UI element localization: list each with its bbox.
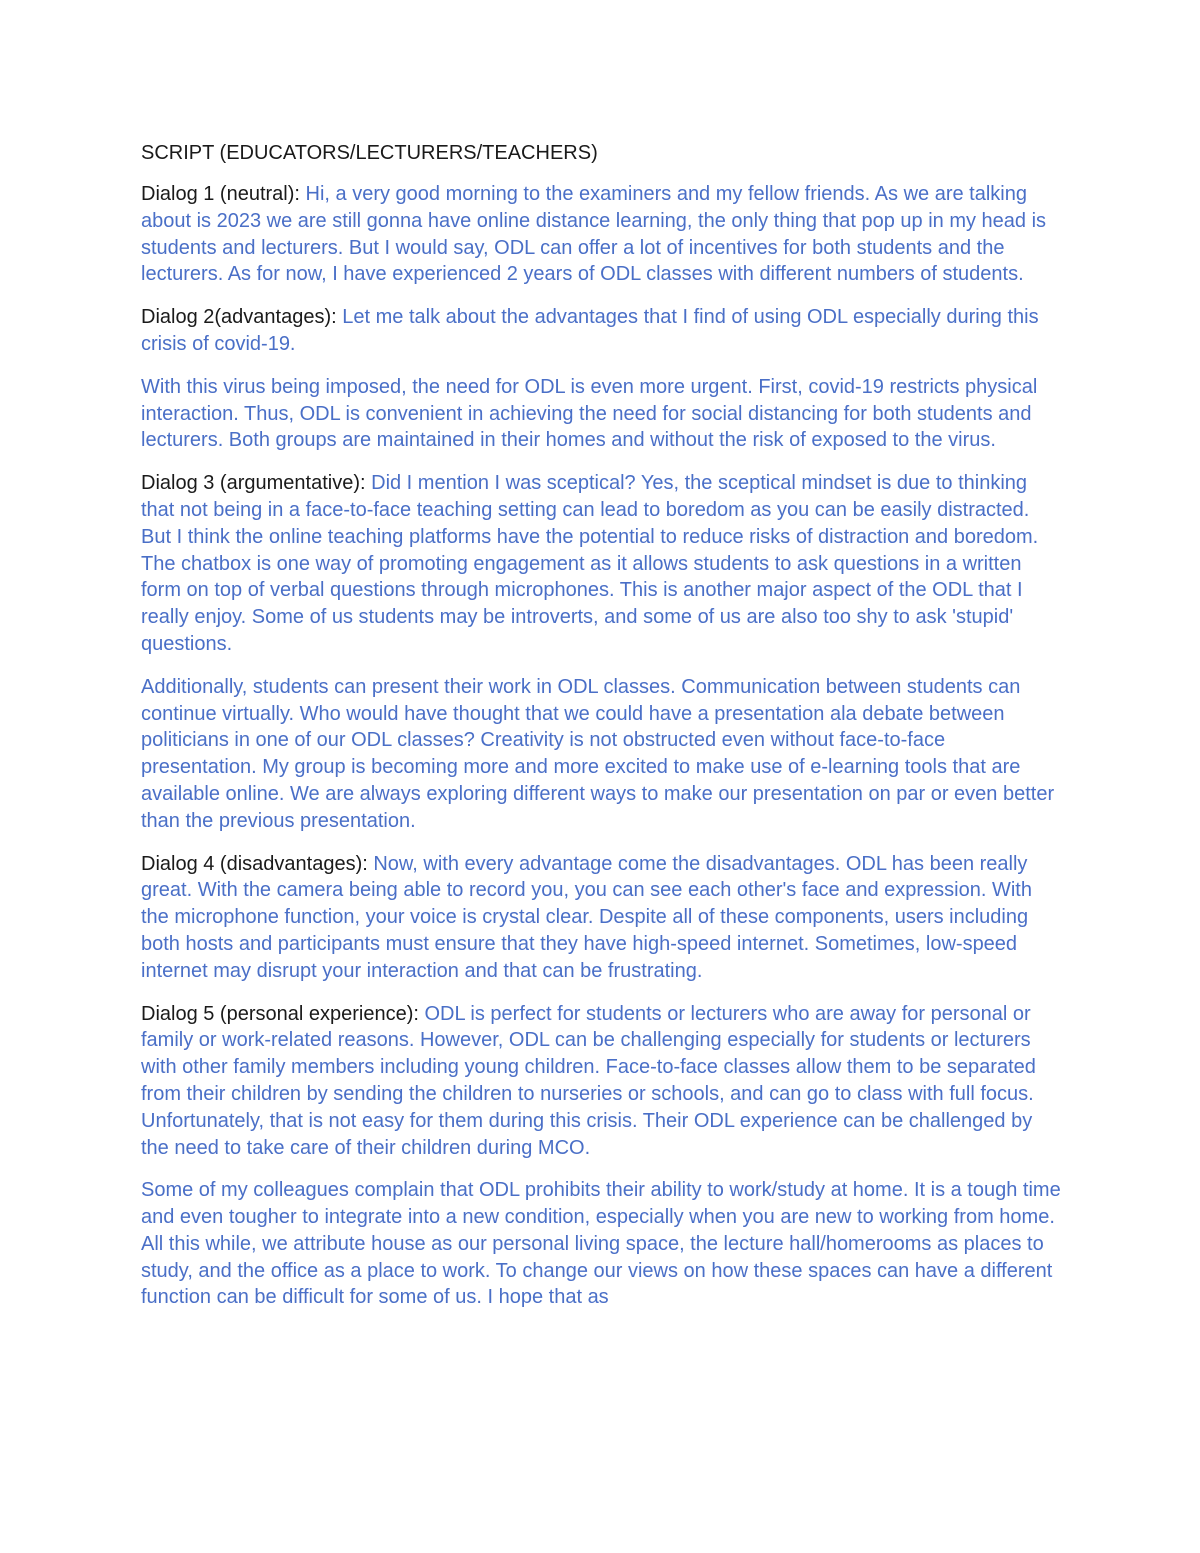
dialog-2-paragraph (141, 304, 1063, 358)
dialog-label: Dialog 4 (disadvantages): (141, 852, 368, 875)
argumentative-continued-paragraph (141, 674, 1063, 835)
document-page (141, 140, 1063, 1327)
dialog-label: Dialog 2(advantages): (141, 306, 337, 329)
personal-experience-continued-paragraph (141, 1177, 1063, 1311)
dialog-label: Dialog 1 (neutral): (141, 183, 300, 205)
advantages-continued-paragraph (141, 374, 1063, 454)
dialog-4-paragraph (141, 851, 1063, 985)
dialog-5-paragraph (141, 1001, 1063, 1162)
dialog-text: Let me talk about the advantages that I find of using ODL especially during this crisis of covid-19. (141, 306, 1039, 355)
dialog-text: Some of my colleagues complain that ODL prohibits their ability to work/study at home. It is a tough time and even tougher to integrate into a new condition, especially when you are new to working from home. All this while, we attribute house as our personal living space, the lecture hall/homerooms as places to study, and the office as a place to work. To change our views on how these spaces can have a different function can be difficult for some of us. I hope that as (141, 1179, 1061, 1309)
dialog-label: Dialog 5 (personal experience): (141, 1002, 419, 1025)
dialog-3-paragraph (141, 470, 1063, 658)
dialog-text: Hi, a very good morning to the examiners and my fellow friends. As we are talking about is 2023 we are still gonna have online distance learning, the only thing that pop up in my head is students and lecturers. But I would say, ODL can offer a lot of incentives for both students and the lecturers. As for now, I have experienced 2 years of ODL classes with different numbers of students. (141, 183, 1047, 286)
dialog-text: With this virus being imposed, the need for ODL is even more urgent. First, covid-19 restricts physical interaction. Thus, ODL is convenient in achieving the need for social distancing for both students and lecturers. Both groups are maintained in their homes and without the risk of exposed to the virus. (141, 375, 1038, 452)
dialog-1-paragraph (141, 181, 1063, 288)
dialog-text: ODL is perfect for students or lecturers who are away for personal or family or work-related reasons. However, ODL can be challenging especially for students or lecturers with other family members including young children. Face-to-face classes allow them to be separated from their children by sending the children to nurseries or schools, and can go to class with full focus. Unfortunately, that is not easy for them during this crisis. Their ODL experience can be challenged by the need to take care of their children during MCO. (141, 1002, 1036, 1159)
dialog-label: Dialog 3 (argumentative): (141, 472, 366, 495)
document-title: SCRIPT (EDUCATORS/LECTURERS/TEACHERS) (141, 142, 598, 164)
dialog-text: Additionally, students can present their work in ODL classes. Communication between students can continue virtually. Who would have thought that we could have a presentation ala debate between politicians in one of our ODL classes? Creativity is not obstructed even without face-to-face presentation. My group is becoming more and more excited to make use of e-learning tools that are available online. We are always exploring different ways to make our presentation on par or even better than the previous presentation. (141, 675, 1055, 832)
dialog-text: Did I mention I was sceptical? Yes, the sceptical mindset is due to thinking that not being in a face-to-face teaching setting can lead to boredom as you can be easily distracted. But I think the online teaching platforms have the potential to reduce risks of distraction and boredom. The chatbox is one way of promoting engagement as it allows students to ask questions in a written form on top of verbal questions through microphones. This is another major aspect of the ODL that I really enjoy. Some of us students may be introverts, and some of us are also too shy to ask 'stupid' questions. (141, 472, 1039, 655)
dialog-text: Now, with every advantage come the disadvantages. ODL has been really great. With the camera being able to record you, you can see each other's face and expression. With the microphone function, your voice is crystal clear. Despite all of these components, users including both hosts and participants must ensure that they have high-speed internet. Sometimes, low-speed internet may disrupt your interaction and that can be frustrating. (141, 852, 1032, 982)
